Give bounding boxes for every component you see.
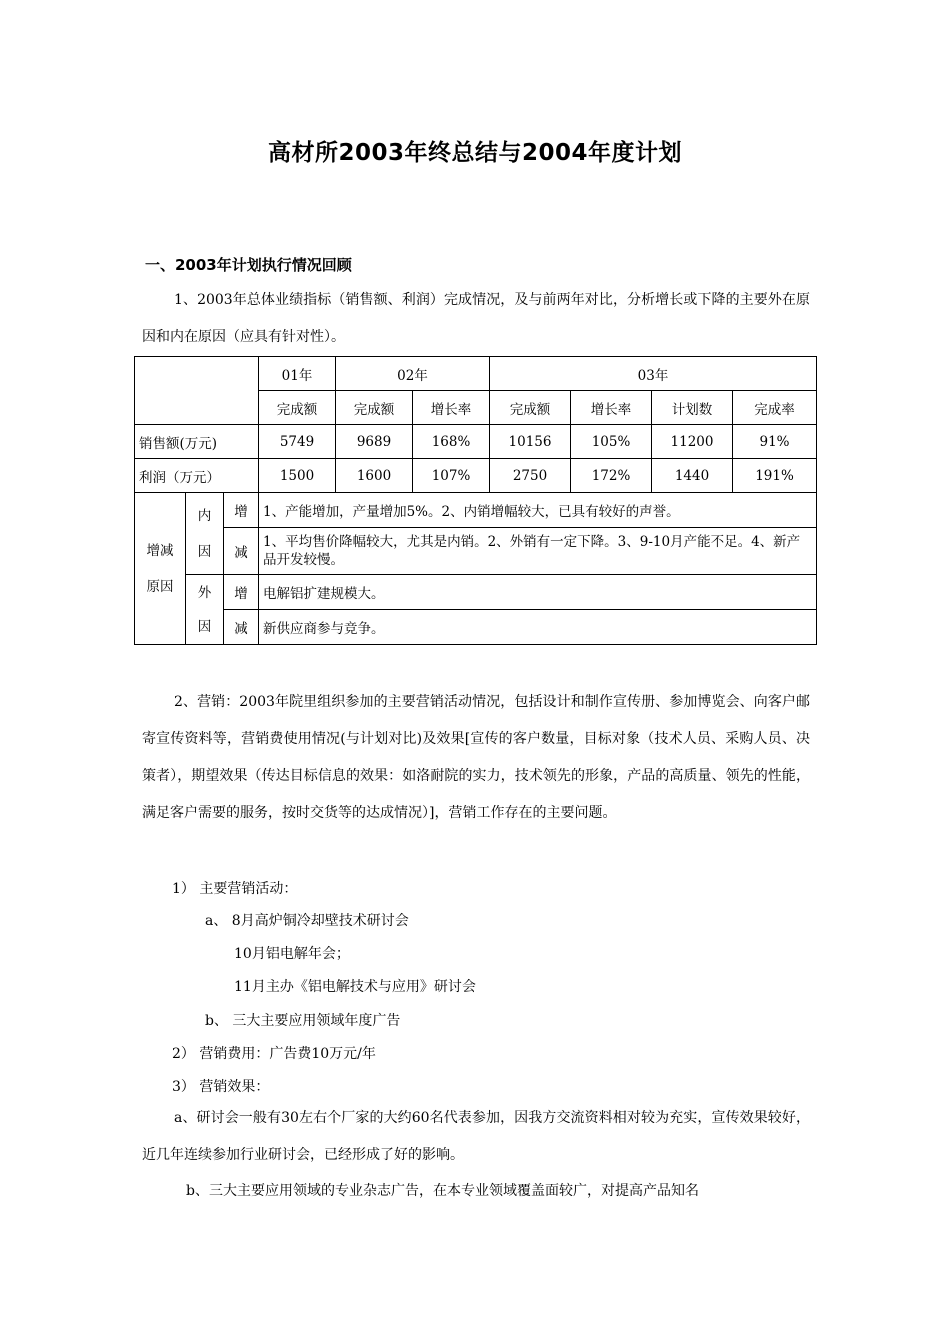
table-cell: 107%	[413, 459, 490, 493]
outer-cause-cell	[186, 575, 224, 645]
table-cell: 2750	[490, 459, 571, 493]
table-cell: 1500	[259, 459, 336, 493]
table-cell: 9689	[336, 425, 413, 459]
marketing-activity-b: b、 三大主要应用领域年度广告	[205, 1013, 401, 1029]
paragraph-marketing-intro: 2、营销：2003年院里组织参加的主要营销活动情况，包括设计和制作宣传册、参加博览会、向客户邮寄宣传资料等，营销费使用情况(与计划对比)及效果[宣传的客户数量，目标对象（技术人员、采购人员、决策者），期望效果（传达目标信息的效果：如洛耐院的实力，技术领先的形象，产品的高质量、领先的性能，满足客户需要的服务，按时交货等的达成情况）]，营销工作存在的主要问题。	[142, 694, 810, 821]
table-cell: 5749	[259, 425, 336, 459]
reason-label-line2: 原因	[146, 578, 174, 595]
column-header: 完成率	[733, 391, 817, 425]
marketing-activity-a2: 10月铝电解年会；	[234, 946, 350, 962]
table-corner-cell	[135, 357, 259, 425]
column-header: 增长率	[413, 391, 490, 425]
column-header: 计划数	[652, 391, 733, 425]
document-title: 高材所2003年终总结与2004年度计划	[267, 140, 683, 166]
column-header: 完成额	[490, 391, 571, 425]
row-label: 销售额(万元)	[135, 425, 259, 459]
table-row	[135, 459, 817, 493]
column-header: 完成额	[336, 391, 413, 425]
reason-label-cell	[135, 493, 186, 645]
section-heading: 一、2003年计划执行情况回顾	[145, 256, 352, 274]
outer-cause-char2: 因	[197, 618, 212, 635]
paragraph-item1: 1、2003年总体业绩指标（销售额、利润）完成情况，及与前两年对比，分析增长或下降的主要外在原因和内在原因（应具有针对性）。	[142, 292, 810, 345]
table-cell: 191%	[733, 459, 817, 493]
inner-increase-text: 1、产能增加，产量增加5%。2、内销增幅较大，已具有较好的声誉。	[259, 493, 817, 528]
year-header: 03年	[490, 357, 817, 391]
marketing-effect-label: 3） 营销效果：	[172, 1079, 270, 1095]
paragraph-effect-b: b、三大主要应用领域的专业杂志广告，在本专业领域覆盖面较广，对提高产品知名	[186, 1183, 699, 1199]
reason-row	[135, 575, 817, 610]
table-cell: 172%	[571, 459, 652, 493]
decrease-marker: 减	[224, 528, 259, 575]
table-cell: 11200	[652, 425, 733, 459]
paragraph-effect-a: a、研讨会一般有30左右个厂家的大约60名代表参加，因我方交流资料相对较为充实，宣传效果较好，近几年连续参加行业研讨会，已经形成了好的影响。	[142, 1110, 810, 1163]
marketing-activity-a3: 11月主办《铝电解技术与应用》研讨会	[234, 979, 476, 995]
column-header: 完成额	[259, 391, 336, 425]
performance-table	[134, 356, 817, 645]
decrease-marker: 减	[224, 610, 259, 645]
outer-increase-text: 电解铝扩建规模大。	[259, 575, 817, 610]
table-header-row	[135, 357, 817, 391]
reason-row	[135, 610, 817, 645]
inner-cause-char1: 内	[197, 507, 212, 524]
year-header: 01年	[259, 357, 336, 391]
table-row	[135, 425, 817, 459]
year-header: 02年	[336, 357, 490, 391]
table-cell: 1600	[336, 459, 413, 493]
marketing-cost: 2） 营销费用：广告费10万元/年	[172, 1046, 376, 1062]
marketing-activity-a1: a、 8月高炉铜冷却壁技术研讨会	[205, 913, 409, 929]
outer-cause-char1: 外	[197, 584, 212, 601]
inner-decrease-text: 1、平均售价降幅较大，尤其是内销。2、外销有一定下降。3、9-10月产能不足。4、新产品开发较慢。	[259, 528, 817, 575]
outer-decrease-text: 新供应商参与竞争。	[259, 610, 817, 645]
table-cell: 10156	[490, 425, 571, 459]
table-cell: 1440	[652, 459, 733, 493]
table-cell: 168%	[413, 425, 490, 459]
table-cell: 105%	[571, 425, 652, 459]
increase-marker: 增	[224, 493, 259, 528]
reason-row	[135, 528, 817, 575]
table-cell: 91%	[733, 425, 817, 459]
inner-cause-cell	[186, 493, 224, 575]
row-label: 利润（万元）	[135, 459, 259, 493]
marketing-activities-label: 1） 主要营销活动：	[172, 881, 298, 897]
reason-row	[135, 493, 817, 528]
inner-cause-char2: 因	[197, 543, 212, 560]
column-header: 增长率	[571, 391, 652, 425]
reason-label-line1: 增减	[146, 542, 174, 559]
increase-marker: 增	[224, 575, 259, 610]
